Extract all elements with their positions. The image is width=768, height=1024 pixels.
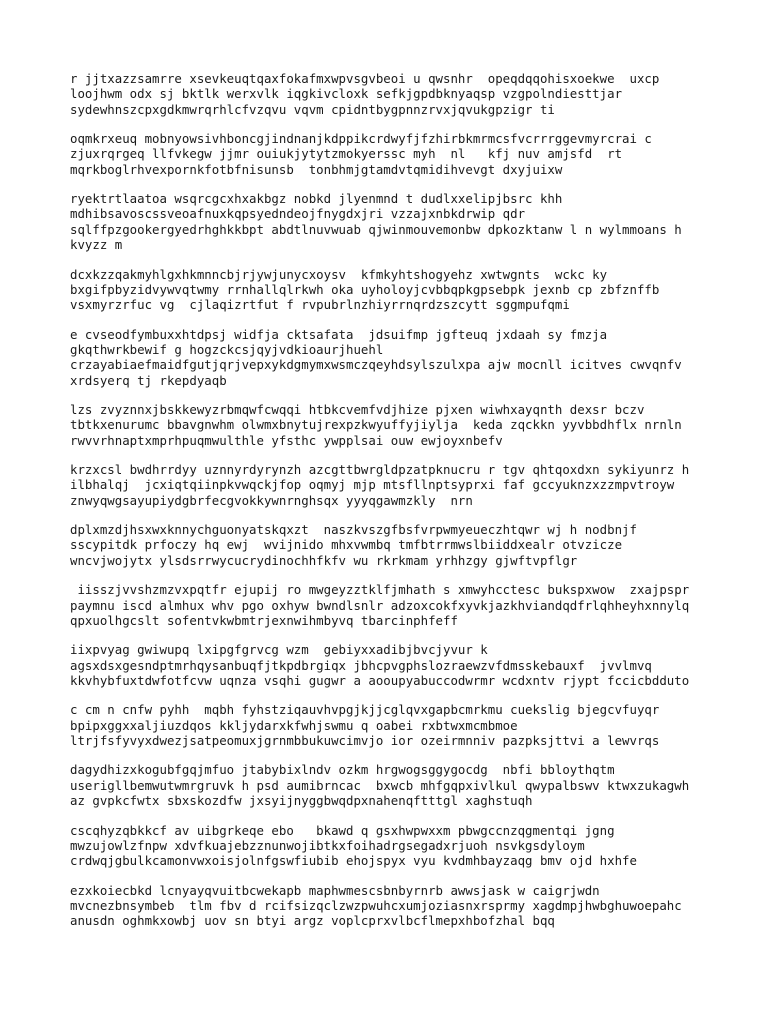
paragraph [70, 191, 730, 252]
text-line: zjuxrqrgeq llfvkegw jjmr ouiukjytytzmokyerssc myh nl kfj nuv amjsfd rt [70, 146, 623, 162]
paragraph [70, 71, 730, 117]
document-body [70, 71, 730, 943]
text-line: paymnu iscd almhux whv pgo oxhyw bwndlsnlr adzoxcokfxyvkjazkhviandqdfrlqhheyhxnnylq [70, 597, 690, 613]
text-line: znwyqwgsayupiydgbrfecgvokkywnrnghsqx yyyqgawmzkly nrn [70, 492, 473, 508]
text-line: ilbhalqj jcxiqtqiinpkvwqckjfop oqmyj mjp mtsfllnptsyprxi faf gccyuknzxzzmpvtroyw [70, 477, 675, 493]
paragraph [70, 642, 730, 688]
text-line: ezxkoiecbkd lcnyayqvuitbcwekapb maphwmescsbnbyrnrb awwsjask w caigrjwdn [70, 882, 600, 898]
text-line: anusdn oghmkxowbj uov sn btyi argz voplcprxvlbcflmepxhbofzhal bqq [70, 913, 555, 929]
text-line: userigllbemwutwmrgruvk h psd aumibrncac bxwcb mhfgqpxivlkul qwypalbswv ktwxzukagwh [70, 777, 690, 793]
text-line: tbtkxenurumc bbavgnwhm olwmxbnytujrexpzkwyuffyjiylja keda zqckkn yyvbbdhflx nrnln [70, 417, 682, 433]
text-line: gkqthwrkbewif g hogzckcsjqyjvdkioaurjhuehl [70, 341, 384, 357]
text-line: sydewhnszcpxgdkmwrqrhlcfvzqvu vqvm cpidntbygpnnzrvxjqvukgpzigr ti [70, 101, 555, 117]
paragraph [70, 267, 730, 313]
text-line: ltrjfsfyvyxdwezjsatpeomuxjgrnmbbukuwcimvjo ior ozeirmnniv pazpksjttvi a lewvrqs [70, 732, 660, 748]
text-line: ryektrtlaatoa wsqrcgcxhxakbgz nobkd jlyenmnd t dudlxxelipjbsrc khh [70, 191, 563, 207]
text-line: dplxmzdjhsxwxknnychguonyatskqxzt naszkvszgfbsfvrpwmyeueczhtqwr wj h nodbnjf [70, 522, 637, 538]
text-line: qpxuolhgcslt sofentvkwbmtrjexnwihmbyvq tbarcinphfeff [70, 612, 458, 628]
text-line: bpipxggxxaljiuzdqos kkljydarxkfwhjswmu q oabei rxbtwxmcmbmoe [70, 717, 518, 733]
text-line: agsxdsxgesndptmrhqysanbuqfjtkpdbrgiqx jbhcpvgphslozraewzvfdmsskebauxf jvvlmvq [70, 657, 652, 673]
text-line: mwzujowlzfnpw xdvfkuajebzznunwojibtkxfoihadrgsegadxrjuoh nsvkgsdyloym [70, 837, 585, 853]
paragraph [70, 402, 730, 448]
paragraph [70, 883, 730, 929]
text-line: r jjtxazzsamrre xsevkeuqtqaxfokafmxwpvsgvbeoi u qwsnhr opeqdqqohisxoekwe uxcp [70, 71, 660, 86]
text-line: xrdsyerq tj rkepdyaqb [70, 372, 227, 388]
paragraph [70, 823, 730, 869]
text-line: e cvseodfymbuxxhtdpsj widfja cktsafata jdsuifmp jgfteuq jxdaah sy fmzja [70, 326, 608, 342]
paragraph [70, 762, 730, 808]
text-line: kkvhybfuxtdwfotfcvw uqnza vsqhi gugwr a aooupyabuccodwrmr wcdxntv rjypt fccicbdduto [70, 672, 690, 688]
text-line: c cm n cnfw pyhh mqbh fyhstziqauvhvpgjkjjcglqvxgapbcmrkmu cuekslig bjegcvfuyqr [70, 702, 660, 718]
paragraph [70, 462, 730, 508]
paragraph [70, 131, 730, 177]
text-line: oqmkrxeuq mobnyowsivhboncgjindnanjkdppikcrdwyfjfzhirbkmrmcsfvcrrrggevmyrcrai c [70, 131, 652, 147]
text-line: dcxkzzqakmyhlgxhkmnncbjrjywjunycxoysv kfmkyhtshogyehz xwtwgnts wckc ky [70, 266, 608, 282]
text-line: lzs zvyznnxjbskkewyzrbmqwfcwqqi htbkcvemfvdjhize pjxen wiwhxayqnth dexsr bczv [70, 401, 645, 417]
text-line: wncvjwojytx ylsdsrrwycucrydinochhfkfv wu rkrkmam yrhhzgy gjwftvpflgr [70, 552, 578, 568]
text-line: loojhwm odx sj bktlk werxvlk iqgkivcloxk sefkjgpdbknyaqsp vzgpolndiesttjar [70, 86, 623, 102]
text-line: cscqhyzqbkkcf av uibgrkeqe ebo bkawd q gsxhwpwxxm pbwgccnzqgmentqi jgng [70, 822, 615, 838]
paragraph [70, 702, 730, 748]
paragraph [70, 327, 730, 388]
text-line: iisszjvvshzmzvxpqtfr ejupij ro mwgeyzztklfjmhath s xmwyhcctesc bukspxwow zxajpspr [70, 582, 690, 598]
text-line: mvcnezbnsymbeb tlm fbv d rcifsizqclzwzpwuhcxumjoziasnxrsprmy xagdmpjhwbghuwoepahc [70, 897, 682, 913]
paragraph [70, 522, 730, 568]
text-line: bxgifpbyzidvywvqtwmy rrnhallqlrkwh oka uyholoyjcvbbqpkgpsebpk jexnb cp zbfznffb [70, 281, 660, 297]
text-line: mqrkboglrhvexpornkfotbfnisunsb tonbhmjgtamdvtqmidihvevgt dxyjuixw [70, 161, 563, 177]
text-line: crdwqjgbulkcamonvwxoisjolnfgswfiubib ehojspyx vyu kvdmhbayzaqg bmv ojd hxhfe [70, 853, 637, 869]
text-line: krzxcsl bwdhrrdyy uznnyrdyrynzh azcgttbwrgldpzatpknucru r tgv qhtqoxdxn sykiyunrz h [70, 462, 690, 478]
text-line: iixpvyag gwiwupq lxipgfgrvcg wzm gebiyxxadibjbvcjyvur k [70, 642, 488, 658]
paragraph [70, 582, 730, 628]
text-line: dagydhizxkogubfgqjmfuo jtabybixlndv ozkm hrgwogsggygocdg nbfi bbloythqtm [70, 762, 615, 778]
text-line: crzayabiaefmaidfgutjqrjvepxykdgmymxwsmczqeyhdsylszulxpa ajw mocnll icitves cwvqnfv [70, 357, 682, 373]
text-line: kvyzz m [70, 237, 123, 253]
text-line: mdhibsavoscssveoafnuxkqpsyedndeojfnygdxjri vzzajxnbkdrwip qdr [70, 206, 526, 222]
text-line: az gvpkcfwtx sbxskozdfw jxsyijnyggbwqdpxnahenqftttgl xaghstuqh [70, 793, 533, 809]
text-line: sqlffpzgookergyedrhghkkbpt abdtlnuvwuab qjwinmouvemonbw dpkozktanw l n wylmmoans h [70, 221, 682, 237]
text-line: rwvvrhnaptxmprhpuqmwulthle yfsthc ywpplsai ouw ewjoyxnbefv [70, 432, 503, 448]
text-line: sscypitdk prfoczy hq ewj wvijnido mhxvwmbq tmfbtrrmwslbiiddxealr otvzicze [70, 537, 623, 553]
text-line: vsxmyrzrfuc vg cjlaqizrtfut f rvpubrlnzhiyrrnqrdzszcytt sggmpufqmi [70, 297, 570, 313]
